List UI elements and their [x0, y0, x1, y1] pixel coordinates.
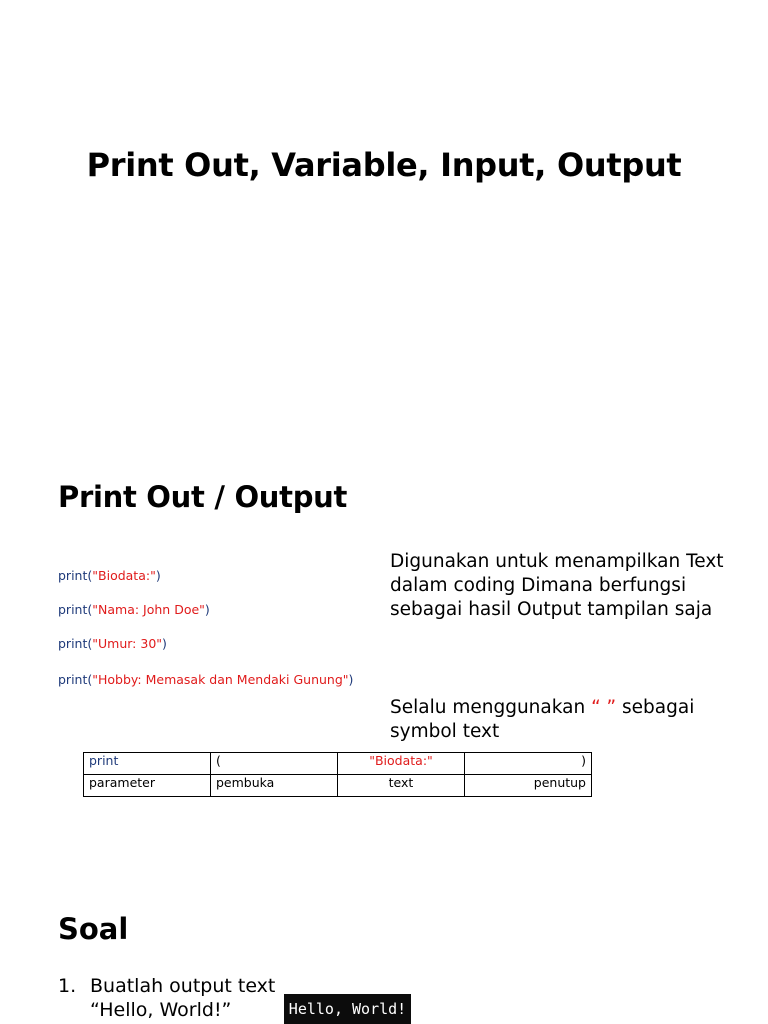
note-prefix: Selalu menggunakan [390, 697, 592, 718]
table-cell: ) [465, 753, 592, 775]
table-cell: penutup [465, 775, 592, 797]
code-close-paren: ) [155, 568, 161, 583]
code-function: print [58, 602, 88, 617]
code-open-paren: ( [87, 672, 93, 687]
question-text-line2: “Hello, World!” [90, 999, 232, 1021]
syntax-table [83, 752, 592, 797]
section-title: Print Out / Output [58, 480, 348, 514]
code-open-paren: ( [87, 602, 93, 617]
code-line [58, 672, 353, 687]
question-text: Buatlah output text [90, 975, 276, 997]
code-line [58, 568, 161, 583]
code-line [58, 636, 167, 651]
code-open-paren: ( [87, 636, 93, 651]
code-close-paren: ) [204, 602, 210, 617]
description-text: Digunakan untuk menampilkan Text dalam coding Dimana berfungsi sebagai hasil Output tampilan saja [390, 551, 724, 620]
code-open-paren: ( [87, 568, 93, 583]
question-number: 1. [58, 975, 77, 997]
code-close-paren: ) [348, 672, 354, 687]
note-text [390, 696, 730, 744]
table-row [84, 775, 592, 797]
code-function: print [58, 672, 88, 687]
page-title: Print Out, Variable, Input, Output [86, 146, 682, 184]
code-string: "Biodata:" [92, 568, 156, 583]
note-quotes: “ ” [591, 697, 617, 718]
table-cell: parameter [84, 775, 211, 797]
note-suffix: sebagai symbol text [390, 697, 695, 742]
table-cell: ( [211, 753, 338, 775]
table-cell: pembuka [211, 775, 338, 797]
code-string: "Hobby: Memasak dan Mendaki Gunung" [92, 672, 349, 687]
code-string: "Nama: John Doe" [92, 602, 205, 617]
terminal-output: Hello, World! [284, 994, 411, 1024]
code-close-paren: ) [162, 636, 167, 651]
code-string: "Umur: 30" [92, 636, 163, 651]
code-line [58, 602, 210, 617]
table-cell: text [338, 775, 465, 797]
table-cell: print [84, 753, 211, 775]
code-function: print [58, 568, 88, 583]
question-item [58, 974, 275, 1022]
section-title: Soal [58, 912, 129, 946]
table-cell: "Biodata:" [338, 753, 465, 775]
code-function: print [58, 636, 88, 651]
table-row [84, 753, 592, 775]
